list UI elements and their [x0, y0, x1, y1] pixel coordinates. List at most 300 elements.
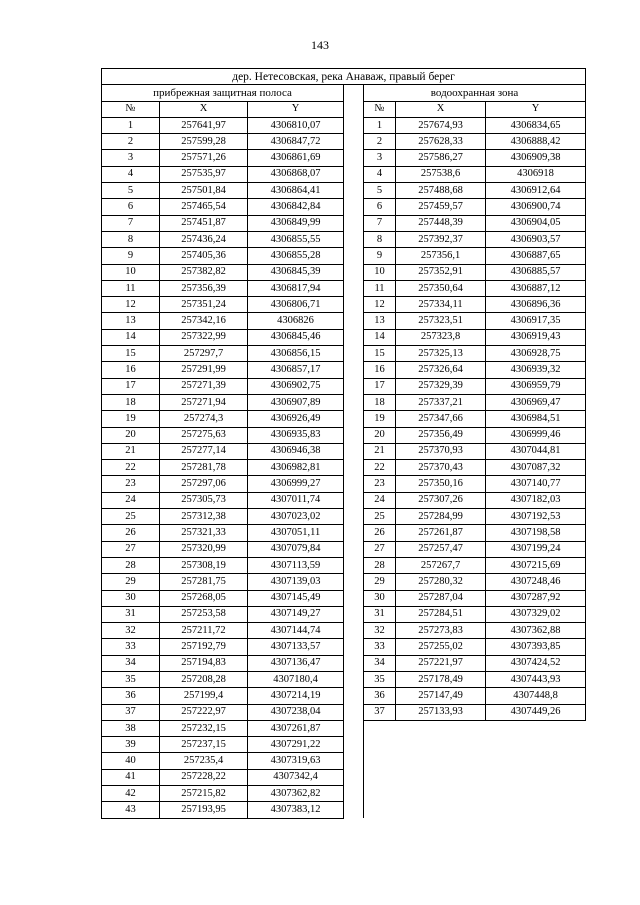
left-cell-number: 37	[102, 704, 160, 720]
right-cell-number: 26	[364, 525, 396, 541]
right-cell-number: 33	[364, 639, 396, 655]
column-gap	[344, 101, 364, 117]
table-row	[102, 753, 586, 769]
left-cell-y: 4306864,41	[248, 183, 344, 199]
left-cell-number: 30	[102, 590, 160, 606]
left-cell-y: 4307133,57	[248, 639, 344, 655]
left-cell-y: 4307238,04	[248, 704, 344, 720]
right-empty-cell	[396, 802, 486, 818]
column-gap	[344, 411, 364, 427]
column-gap	[344, 720, 364, 736]
right-cell-x: 257323,8	[396, 329, 486, 345]
column-gap	[344, 85, 364, 101]
left-cell-x: 257356,39	[160, 280, 248, 296]
right-cell-number: 2	[364, 134, 396, 150]
table-title: дер. Нетесовская, река Анаваж, правый берег	[102, 69, 586, 85]
right-cell-x: 257178,49	[396, 671, 486, 687]
right-cell-number: 29	[364, 574, 396, 590]
right-empty-cell	[486, 753, 586, 769]
right-cell-number: 1	[364, 117, 396, 133]
right-cell-number: 22	[364, 460, 396, 476]
left-cell-y: 4307319,63	[248, 753, 344, 769]
column-gap	[344, 117, 364, 133]
left-cell-x: 257320,99	[160, 541, 248, 557]
column-gap	[344, 753, 364, 769]
table-row	[102, 313, 586, 329]
left-cell-number: 8	[102, 231, 160, 247]
left-cell-number: 4	[102, 166, 160, 182]
right-cell-y: 4306928,75	[486, 346, 586, 362]
left-cell-number: 31	[102, 606, 160, 622]
right-cell-y: 4306999,46	[486, 427, 586, 443]
left-cell-y: 4306861,69	[248, 150, 344, 166]
left-cell-x: 257322,99	[160, 329, 248, 345]
right-cell-number: 34	[364, 655, 396, 671]
left-cell-x: 257192,79	[160, 639, 248, 655]
table-row	[102, 427, 586, 443]
right-cell-x: 257448,39	[396, 215, 486, 231]
left-cell-x: 257599,28	[160, 134, 248, 150]
left-cell-x: 257342,16	[160, 313, 248, 329]
table-row	[102, 802, 586, 818]
table-row	[102, 134, 586, 150]
left-cell-y: 4307139,03	[248, 574, 344, 590]
left-cell-number: 21	[102, 443, 160, 459]
right-cell-x: 257325,13	[396, 346, 486, 362]
right-cell-number: 13	[364, 313, 396, 329]
right-empty-cell	[486, 802, 586, 818]
coordinates-table	[101, 68, 586, 819]
left-cell-y: 4306849,99	[248, 215, 344, 231]
left-cell-number: 42	[102, 786, 160, 802]
left-cell-number: 24	[102, 492, 160, 508]
right-cell-y: 4306887,12	[486, 280, 586, 296]
column-gap	[344, 297, 364, 313]
left-cell-y: 4306842,84	[248, 199, 344, 215]
left-cell-number: 34	[102, 655, 160, 671]
left-cell-x: 257308,19	[160, 557, 248, 573]
left-cell-number: 11	[102, 280, 160, 296]
column-gap	[344, 362, 364, 378]
column-gap	[344, 313, 364, 329]
right-cell-number: 28	[364, 557, 396, 573]
table-row	[102, 541, 586, 557]
table-row	[102, 199, 586, 215]
left-cell-number: 39	[102, 737, 160, 753]
right-cell-number: 3	[364, 150, 396, 166]
left-cell-x: 257312,38	[160, 509, 248, 525]
right-cell-x: 257261,87	[396, 525, 486, 541]
right-cell-number: 5	[364, 183, 396, 199]
right-cell-x: 257284,99	[396, 509, 486, 525]
left-cell-x: 257281,75	[160, 574, 248, 590]
left-cell-number: 19	[102, 411, 160, 427]
right-cell-y: 4306887,65	[486, 248, 586, 264]
left-cell-x: 257235,4	[160, 753, 248, 769]
left-cell-y: 4307144,74	[248, 623, 344, 639]
right-cell-x: 257337,21	[396, 394, 486, 410]
column-gap	[344, 166, 364, 182]
left-cell-number: 25	[102, 509, 160, 525]
table-row	[102, 525, 586, 541]
table-row	[102, 215, 586, 231]
left-cell-number: 40	[102, 753, 160, 769]
left-cell-x: 257465,54	[160, 199, 248, 215]
left-cell-number: 14	[102, 329, 160, 345]
left-cell-number: 17	[102, 378, 160, 394]
right-cell-number: 30	[364, 590, 396, 606]
right-cell-x: 257459,57	[396, 199, 486, 215]
right-cell-x: 257280,32	[396, 574, 486, 590]
left-cell-y: 4306826	[248, 313, 344, 329]
right-cell-y: 4307287,92	[486, 590, 586, 606]
left-cell-x: 257641,97	[160, 117, 248, 133]
left-cell-x: 257268,05	[160, 590, 248, 606]
column-gap	[344, 704, 364, 720]
left-cell-x: 257275,63	[160, 427, 248, 443]
left-cell-y: 4307136,47	[248, 655, 344, 671]
column-gap	[344, 264, 364, 280]
column-gap	[344, 786, 364, 802]
left-cell-y: 4307011,74	[248, 492, 344, 508]
left-cell-x: 257297,7	[160, 346, 248, 362]
right-cell-number: 31	[364, 606, 396, 622]
left-cell-y: 4306857,17	[248, 362, 344, 378]
right-cell-x: 257257,47	[396, 541, 486, 557]
column-gap	[344, 280, 364, 296]
left-cell-y: 4306845,46	[248, 329, 344, 345]
table-row	[102, 166, 586, 182]
left-cell-x: 257535,97	[160, 166, 248, 182]
right-empty-cell	[396, 720, 486, 736]
right-empty-cell	[396, 737, 486, 753]
left-cell-x: 257211,72	[160, 623, 248, 639]
right-cell-x: 257284,51	[396, 606, 486, 622]
right-header-x: X	[396, 101, 486, 117]
table-row	[102, 280, 586, 296]
column-gap	[344, 655, 364, 671]
left-cell-number: 18	[102, 394, 160, 410]
column-gap	[344, 394, 364, 410]
right-cell-number: 37	[364, 704, 396, 720]
right-empty-cell	[486, 720, 586, 736]
table-row	[102, 183, 586, 199]
left-cell-y: 4307261,87	[248, 720, 344, 736]
right-cell-y: 4307087,32	[486, 460, 586, 476]
table-row	[102, 394, 586, 410]
right-cell-y: 4307362,88	[486, 623, 586, 639]
table-row	[102, 655, 586, 671]
left-cell-x: 257271,94	[160, 394, 248, 410]
table-row	[102, 362, 586, 378]
left-cell-y: 4307291,22	[248, 737, 344, 753]
table-row	[102, 443, 586, 459]
right-cell-y: 4307192,53	[486, 509, 586, 525]
table-row	[102, 150, 586, 166]
right-empty-cell	[486, 769, 586, 785]
right-cell-number: 16	[364, 362, 396, 378]
column-gap	[344, 378, 364, 394]
table-row	[102, 476, 586, 492]
right-cell-x: 257334,11	[396, 297, 486, 313]
column-gap	[344, 509, 364, 525]
right-cell-x: 257347,66	[396, 411, 486, 427]
left-cell-y: 4306817,94	[248, 280, 344, 296]
column-gap	[344, 574, 364, 590]
right-cell-y: 4307248,46	[486, 574, 586, 590]
left-cell-x: 257501,84	[160, 183, 248, 199]
right-cell-number: 14	[364, 329, 396, 345]
left-heading: прибрежная защитная полоса	[102, 85, 344, 101]
left-cell-number: 13	[102, 313, 160, 329]
right-cell-x: 257323,51	[396, 313, 486, 329]
table-row	[102, 786, 586, 802]
column-gap	[344, 802, 364, 818]
table-row	[102, 623, 586, 639]
left-cell-x: 257297,06	[160, 476, 248, 492]
left-cell-y: 4306845,39	[248, 264, 344, 280]
right-cell-x: 257628,33	[396, 134, 486, 150]
right-cell-y: 4306918	[486, 166, 586, 182]
left-cell-x: 257222,97	[160, 704, 248, 720]
left-cell-y: 4307214,19	[248, 688, 344, 704]
right-cell-y: 4306984,51	[486, 411, 586, 427]
left-cell-y: 4306902,75	[248, 378, 344, 394]
table-row	[102, 248, 586, 264]
left-cell-y: 4307383,12	[248, 802, 344, 818]
right-cell-x: 257538,6	[396, 166, 486, 182]
right-cell-number: 8	[364, 231, 396, 247]
left-header-y: Y	[248, 101, 344, 117]
right-cell-number: 21	[364, 443, 396, 459]
column-gap	[344, 134, 364, 150]
left-cell-number: 5	[102, 183, 160, 199]
left-cell-x: 257228,22	[160, 769, 248, 785]
table-row	[102, 492, 586, 508]
right-cell-x: 257350,16	[396, 476, 486, 492]
right-cell-number: 20	[364, 427, 396, 443]
left-cell-number: 33	[102, 639, 160, 655]
right-cell-x: 257329,39	[396, 378, 486, 394]
right-cell-x: 257586,27	[396, 150, 486, 166]
column-gap	[344, 557, 364, 573]
right-cell-number: 24	[364, 492, 396, 508]
right-cell-y: 4306885,57	[486, 264, 586, 280]
right-cell-number: 15	[364, 346, 396, 362]
right-cell-y: 4306939,32	[486, 362, 586, 378]
right-cell-number: 7	[364, 215, 396, 231]
table-row	[102, 264, 586, 280]
column-gap	[344, 737, 364, 753]
right-cell-y: 4306900,74	[486, 199, 586, 215]
left-cell-number: 22	[102, 460, 160, 476]
right-cell-y: 4307424,52	[486, 655, 586, 671]
column-gap	[344, 688, 364, 704]
left-cell-number: 12	[102, 297, 160, 313]
column-gap	[344, 525, 364, 541]
right-cell-number: 6	[364, 199, 396, 215]
right-cell-x: 257287,04	[396, 590, 486, 606]
right-cell-y: 4307044,81	[486, 443, 586, 459]
right-cell-number: 35	[364, 671, 396, 687]
right-empty-cell	[364, 802, 396, 818]
table-row	[102, 117, 586, 133]
table-row	[102, 737, 586, 753]
right-cell-x: 257267,7	[396, 557, 486, 573]
right-cell-y: 4306919,43	[486, 329, 586, 345]
right-cell-y: 4307329,02	[486, 606, 586, 622]
left-cell-y: 4307180,4	[248, 671, 344, 687]
right-cell-y: 4306959,79	[486, 378, 586, 394]
right-cell-x: 257133,93	[396, 704, 486, 720]
left-cell-x: 257232,15	[160, 720, 248, 736]
right-cell-x: 257307,26	[396, 492, 486, 508]
table-row	[102, 378, 586, 394]
right-cell-x: 257370,43	[396, 460, 486, 476]
left-cell-x: 257199,4	[160, 688, 248, 704]
left-cell-number: 3	[102, 150, 160, 166]
right-cell-number: 18	[364, 394, 396, 410]
right-cell-number: 9	[364, 248, 396, 264]
right-empty-cell	[396, 786, 486, 802]
left-cell-x: 257193,95	[160, 802, 248, 818]
table-row	[102, 606, 586, 622]
right-heading: водоохранная зона	[364, 85, 586, 101]
left-cell-y: 4306935,83	[248, 427, 344, 443]
right-cell-y: 4306834,65	[486, 117, 586, 133]
left-cell-y: 4306847,72	[248, 134, 344, 150]
right-cell-y: 4306896,36	[486, 297, 586, 313]
right-cell-y: 4306904,05	[486, 215, 586, 231]
left-cell-x: 257451,87	[160, 215, 248, 231]
left-cell-x: 257253,58	[160, 606, 248, 622]
table-row	[102, 329, 586, 345]
table-row	[102, 297, 586, 313]
column-gap	[344, 541, 364, 557]
right-cell-x: 257255,02	[396, 639, 486, 655]
column-gap	[344, 443, 364, 459]
column-gap	[344, 492, 364, 508]
column-gap	[344, 183, 364, 199]
right-cell-y: 4307198,58	[486, 525, 586, 541]
left-cell-number: 41	[102, 769, 160, 785]
table-row	[102, 231, 586, 247]
left-cell-x: 257351,24	[160, 297, 248, 313]
left-cell-x: 257237,15	[160, 737, 248, 753]
right-cell-x: 257356,49	[396, 427, 486, 443]
column-gap	[344, 769, 364, 785]
column-gap	[344, 199, 364, 215]
left-cell-number: 29	[102, 574, 160, 590]
table-row	[102, 346, 586, 362]
right-cell-number: 32	[364, 623, 396, 639]
left-cell-number: 28	[102, 557, 160, 573]
column-gap	[344, 150, 364, 166]
right-empty-cell	[364, 769, 396, 785]
left-cell-number: 38	[102, 720, 160, 736]
right-cell-number: 10	[364, 264, 396, 280]
left-cell-number: 9	[102, 248, 160, 264]
left-cell-number: 6	[102, 199, 160, 215]
left-cell-y: 4306946,38	[248, 443, 344, 459]
column-gap	[344, 248, 364, 264]
left-cell-x: 257274,3	[160, 411, 248, 427]
right-cell-x: 257326,64	[396, 362, 486, 378]
right-empty-cell	[364, 786, 396, 802]
left-cell-y: 4307145,49	[248, 590, 344, 606]
left-cell-number: 1	[102, 117, 160, 133]
left-cell-x: 257281,78	[160, 460, 248, 476]
table-row	[102, 411, 586, 427]
right-cell-x: 257356,1	[396, 248, 486, 264]
left-cell-y: 4306926,49	[248, 411, 344, 427]
right-empty-cell	[396, 769, 486, 785]
left-cell-y: 4307362,82	[248, 786, 344, 802]
left-cell-y: 4306810,07	[248, 117, 344, 133]
right-cell-y: 4307215,69	[486, 557, 586, 573]
right-header-y: Y	[486, 101, 586, 117]
table-row	[102, 590, 586, 606]
column-gap	[344, 671, 364, 687]
right-cell-y: 4307393,85	[486, 639, 586, 655]
right-cell-y: 4306917,35	[486, 313, 586, 329]
table-row	[102, 704, 586, 720]
column-gap	[344, 346, 364, 362]
left-cell-number: 43	[102, 802, 160, 818]
right-cell-x: 257370,93	[396, 443, 486, 459]
column-gap	[344, 427, 364, 443]
column-gap	[344, 329, 364, 345]
left-cell-number: 7	[102, 215, 160, 231]
right-cell-y: 4306912,64	[486, 183, 586, 199]
left-cell-y: 4306806,71	[248, 297, 344, 313]
left-header-x: X	[160, 101, 248, 117]
left-cell-y: 4306999,27	[248, 476, 344, 492]
left-cell-y: 4307113,59	[248, 557, 344, 573]
left-cell-x: 257215,82	[160, 786, 248, 802]
right-cell-x: 257221,97	[396, 655, 486, 671]
left-cell-x: 257571,26	[160, 150, 248, 166]
right-empty-cell	[486, 786, 586, 802]
left-cell-number: 15	[102, 346, 160, 362]
table-row	[102, 720, 586, 736]
right-cell-number: 36	[364, 688, 396, 704]
column-gap	[344, 460, 364, 476]
left-cell-y: 4307023,02	[248, 509, 344, 525]
right-cell-number: 12	[364, 297, 396, 313]
left-cell-number: 20	[102, 427, 160, 443]
right-empty-cell	[396, 753, 486, 769]
right-cell-x: 257488,68	[396, 183, 486, 199]
right-empty-cell	[486, 737, 586, 753]
left-cell-y: 4307051,11	[248, 525, 344, 541]
left-cell-number: 35	[102, 671, 160, 687]
left-cell-x: 257277,14	[160, 443, 248, 459]
table-row	[102, 460, 586, 476]
left-cell-y: 4306855,28	[248, 248, 344, 264]
left-cell-number: 10	[102, 264, 160, 280]
right-cell-number: 4	[364, 166, 396, 182]
left-cell-number: 32	[102, 623, 160, 639]
right-empty-cell	[364, 737, 396, 753]
right-cell-x: 257147,49	[396, 688, 486, 704]
table-row	[102, 557, 586, 573]
page-number: 143	[311, 38, 329, 52]
right-cell-x: 257392,37	[396, 231, 486, 247]
left-cell-x: 257305,73	[160, 492, 248, 508]
left-cell-y: 4306907,89	[248, 394, 344, 410]
right-empty-cell	[364, 753, 396, 769]
